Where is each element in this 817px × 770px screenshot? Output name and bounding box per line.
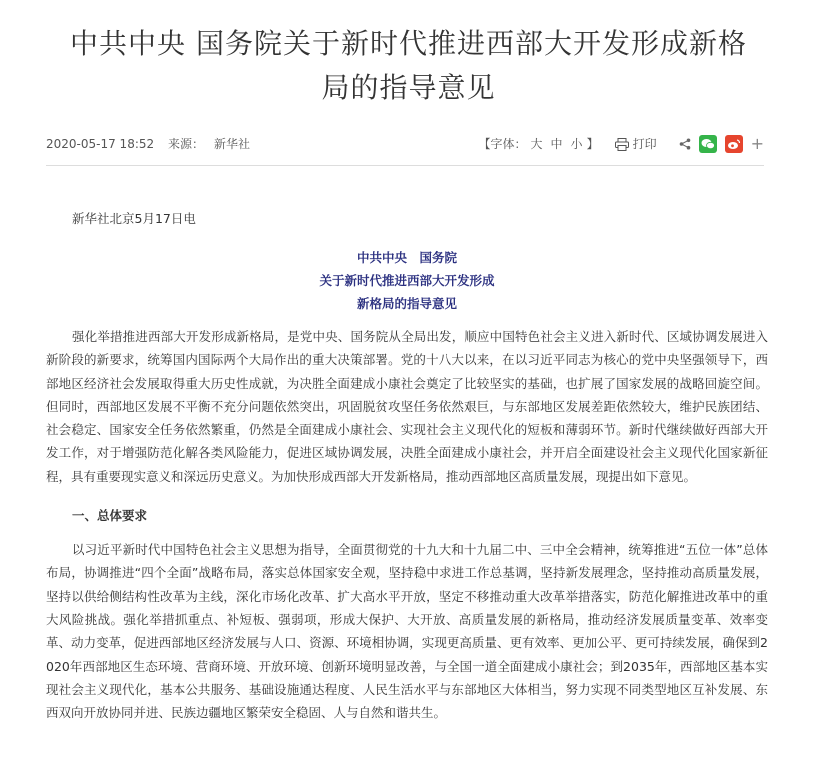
font-medium-option[interactable]: 中 <box>550 137 563 151</box>
document-heading <box>46 246 768 315</box>
article-body <box>46 206 768 724</box>
font-small-option[interactable]: 小 <box>570 137 583 151</box>
heading-line-1: 中共中央 国务院 <box>356 250 457 265</box>
meta-left <box>46 132 260 156</box>
print-label: 打印 <box>632 137 657 151</box>
font-large-option[interactable]: 大 <box>530 137 543 151</box>
heading-line-3: 新格局的指导意见 <box>356 296 457 311</box>
source-label: 来源： <box>167 137 204 151</box>
font-size-label: 【字体： <box>478 137 527 151</box>
heading-line-2: 关于新时代推进西部大开发形成 <box>319 273 495 288</box>
paragraph-1: 强化举措推进西部大开发形成新格局，是党中央、国务院从全局出发，顺应中国特色社会主义进入新时代、区域协调发展进入新阶段的新要求，统筹国内国际两个大局作出的重大决策部署。党的十八大以来，在以习近平同志为核心的党中央坚强领导下，西部地区经济社会发展取得重大历史性成就，为决胜全面建成小康社会奠定了比较坚实的基础，也扩展了国家发展的战略回旋空间。但同时，西部地区发展不平衡不充分问题依然突出，巩固脱贫攻坚任务依然艰巨，与东部地区发展差距依然较大，维护民族团结、社会稳定、国家安全任务依然繁重，仍然是全面建成小康社会、实现社会主义现代化的短板和薄弱环节。新时代继续做好西部大开发工作，对于增强防范化解各类风险能力，促进区域协调发展，决胜全面建成小康社会，并开启全面建设社会主义现代化国家新征程，具有重要现实意义和深远历史意义。为加快形成西部大开发新格局，推动西部地区高质量发展，现提出如下意见。 <box>46 329 768 484</box>
section-title-overall-requirements: 一、总体要求 <box>72 508 148 524</box>
article-meta-bar <box>46 132 764 156</box>
font-size-close: 】 <box>586 137 599 151</box>
printer-icon <box>615 138 629 151</box>
weibo-icon[interactable] <box>725 135 743 153</box>
dateline: 新华社北京5月17日电 <box>72 211 196 226</box>
source-name: 新华社 <box>213 137 250 151</box>
font-size-control <box>479 132 599 156</box>
plus-icon[interactable]: + <box>750 134 764 153</box>
article-title-line-2: 局的指导意见 <box>321 71 496 104</box>
print-button[interactable] <box>615 132 657 156</box>
share-icon[interactable] <box>679 138 691 150</box>
paragraph-2: 以习近平新时代中国特色社会主义思想为指导，全面贯彻党的十九大和十九届二中、三中全会精神，统筹推进“五位一体”总体布局，协调推进“四个全面”战略布局，落实总体国家安全观，坚持稳中求进工作总基调，坚持新发展理念，坚持推动高质量发展，坚持以供给侧结构性改革为主线，深化市场化改革、扩大高水平开放，坚定不移推动重大改革举措落实，防范化解推进改革中的重大风险挑战。强化举措抓重点、补短板、强弱项，形成大保护、大开放、高质量发展的新格局，推动经济发展质量变革、效率变革、动力变革，促进西部地区经济发展与人口、资源、环境相协调，实现更高质量、更有效率、更加公平、更可持续发展，确保到2020年西部地区生态环境、营商环境、开放环境、创新环境明显改善，与全国一道全面建成小康社会；到2035年，西部地区基本实现社会主义现代化，基本公共服务、基础设施通达程度、人民生活水平与东部地区大体相当，努力实现不同类型地区互补发展、东西双向开放协同并进、民族边疆地区繁荣安全稳固、人与自然和谐共生。 <box>46 542 768 721</box>
wechat-icon[interactable] <box>699 135 717 153</box>
publish-datetime: 2020-05-17 18:52 <box>46 137 155 151</box>
meta-divider <box>46 165 764 166</box>
meta-right <box>479 132 765 156</box>
article-title <box>40 22 777 110</box>
article-title-line-1: 中共中央 国务院关于新时代推进西部大开发形成新格 <box>70 27 747 60</box>
